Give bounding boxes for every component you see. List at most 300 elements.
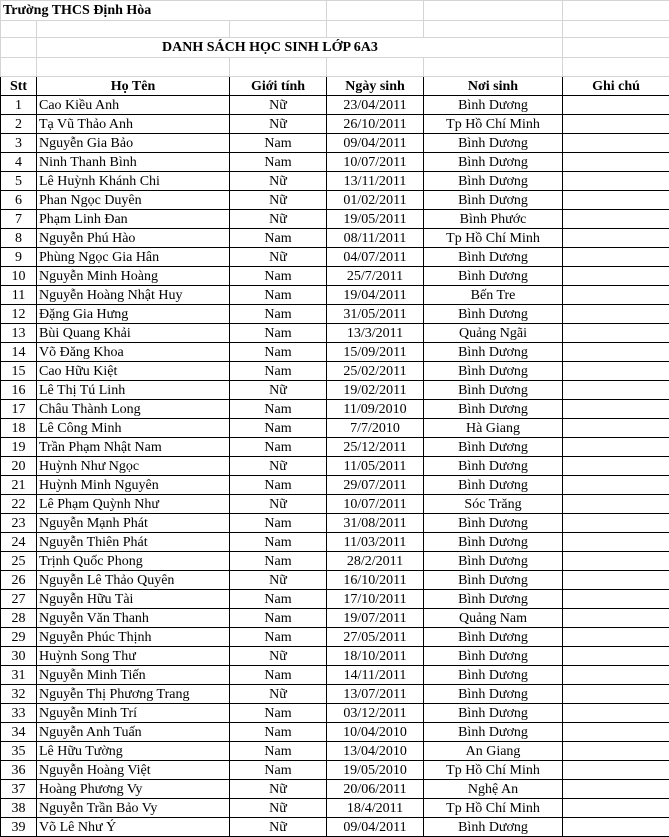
cell-gender[interactable]: Nam: [230, 723, 327, 742]
cell[interactable]: [327, 21, 424, 38]
cell-name[interactable]: Nguyễn Thị Phương Trang: [37, 685, 230, 704]
cell-pob[interactable]: Bình Dương: [424, 704, 563, 723]
cell-gender[interactable]: Nam: [230, 400, 327, 419]
table-row: [1, 476, 669, 495]
cell-note[interactable]: [563, 191, 669, 210]
cell-name[interactable]: Phạm Linh Đan: [37, 210, 230, 229]
cell-stt[interactable]: 34: [1, 723, 37, 742]
cell-note[interactable]: [563, 590, 669, 609]
cell-pob[interactable]: Bình Dương: [424, 438, 563, 457]
table-row: [1, 514, 669, 533]
cell-pob[interactable]: Bình Dương: [424, 571, 563, 590]
cell-dob[interactable]: 31/08/2011: [327, 514, 424, 533]
cell-note[interactable]: [563, 115, 669, 134]
cell-stt[interactable]: 11: [1, 286, 37, 305]
cell-pob[interactable]: Bình Dương: [424, 723, 563, 742]
table-row: [1, 286, 669, 305]
table-row: [1, 229, 669, 248]
cell-stt[interactable]: 29: [1, 628, 37, 647]
header-dob[interactable]: Ngày sinh: [327, 77, 424, 96]
cell-dob[interactable]: 25/02/2011: [327, 362, 424, 381]
cell-note[interactable]: [563, 533, 669, 552]
cell-name[interactable]: Đặng Gia Hưng: [37, 305, 230, 324]
cell[interactable]: [327, 1, 424, 21]
cell-name[interactable]: Nguyễn Phúc Thịnh: [37, 628, 230, 647]
cell-pob[interactable]: Bình Dương: [424, 191, 563, 210]
cell-name[interactable]: Huỳnh Như Ngọc: [37, 457, 230, 476]
cell-pob[interactable]: Bình Dương: [424, 514, 563, 533]
cell-note[interactable]: [563, 704, 669, 723]
cell-stt[interactable]: 37: [1, 780, 37, 799]
cell-gender[interactable]: Nam: [230, 628, 327, 647]
header-stt[interactable]: Stt: [1, 77, 37, 96]
cell-name[interactable]: Nguyễn Minh Tiến: [37, 666, 230, 685]
school-name[interactable]: Trường THCS Định Hòa: [1, 1, 327, 21]
cell-stt[interactable]: 14: [1, 343, 37, 362]
cell-name[interactable]: Nguyễn Văn Thanh: [37, 609, 230, 628]
cell-stt[interactable]: 16: [1, 381, 37, 400]
cell-name[interactable]: Cao Kiều Anh: [37, 96, 230, 115]
table-row: [1, 704, 669, 723]
cell-gender[interactable]: Nữ: [230, 685, 327, 704]
cell-name[interactable]: Nguyễn Hoàng Việt: [37, 761, 230, 780]
cell-dob[interactable]: 19/05/2010: [327, 761, 424, 780]
cell-pob[interactable]: Bình Dương: [424, 400, 563, 419]
cell-gender[interactable]: Nữ: [230, 818, 327, 837]
cell-dob[interactable]: 13/04/2010: [327, 742, 424, 761]
cell-pob[interactable]: Bình Dương: [424, 590, 563, 609]
table-row: [1, 96, 669, 115]
cell-stt[interactable]: 32: [1, 685, 37, 704]
cell-note[interactable]: [563, 628, 669, 647]
cell-name[interactable]: Huỳnh Minh Nguyên: [37, 476, 230, 495]
table-row: [1, 647, 669, 666]
cell-stt[interactable]: 38: [1, 799, 37, 818]
cell-pob[interactable]: Bình Phước: [424, 210, 563, 229]
cell-pob[interactable]: Bình Dương: [424, 96, 563, 115]
cell-note[interactable]: [563, 134, 669, 153]
cell-dob[interactable]: 17/10/2011: [327, 590, 424, 609]
cell-dob[interactable]: 13/3/2011: [327, 324, 424, 343]
table-row: [1, 210, 669, 229]
table-row: [1, 590, 669, 609]
cell-note[interactable]: [563, 761, 669, 780]
table-row: [1, 134, 669, 153]
cell-pob[interactable]: Bình Dương: [424, 533, 563, 552]
cell-stt[interactable]: 17: [1, 400, 37, 419]
cell-stt[interactable]: 31: [1, 666, 37, 685]
cell-note[interactable]: [563, 514, 669, 533]
cell-note[interactable]: [563, 571, 669, 590]
cell-gender[interactable]: Nữ: [230, 210, 327, 229]
cell-dob[interactable]: 19/07/2011: [327, 609, 424, 628]
cell-name[interactable]: Lê Hữu Tường: [37, 742, 230, 761]
cell-pob[interactable]: Bình Dương: [424, 153, 563, 172]
table-row: [1, 761, 669, 780]
cell-pob[interactable]: An Giang: [424, 742, 563, 761]
cell-name[interactable]: Trần Phạm Nhật Nam: [37, 438, 230, 457]
cell-pob[interactable]: Sóc Trăng: [424, 495, 563, 514]
cell-gender[interactable]: Nữ: [230, 647, 327, 666]
header-gender[interactable]: Giới tính: [230, 77, 327, 96]
cell-pob[interactable]: Tp Hồ Chí Minh: [424, 761, 563, 780]
cell-note[interactable]: [563, 780, 669, 799]
table-row: [1, 400, 669, 419]
cell-gender[interactable]: Nữ: [230, 571, 327, 590]
cell-dob[interactable]: 31/05/2011: [327, 305, 424, 324]
cell-pob[interactable]: Bến Tre: [424, 286, 563, 305]
table-row: [1, 723, 669, 742]
cell-pob[interactable]: Nghệ An: [424, 780, 563, 799]
cell[interactable]: [1, 38, 37, 58]
cell-dob[interactable]: 19/05/2011: [327, 210, 424, 229]
cell-stt[interactable]: 24: [1, 533, 37, 552]
cell-gender[interactable]: Nam: [230, 590, 327, 609]
cell-stt[interactable]: 25: [1, 552, 37, 571]
cell-name[interactable]: Võ Đăng Khoa: [37, 343, 230, 362]
cell-gender[interactable]: Nam: [230, 305, 327, 324]
cell-note[interactable]: [563, 457, 669, 476]
cell-stt[interactable]: 28: [1, 609, 37, 628]
table-row: [1, 552, 669, 571]
cell-name[interactable]: Nguyễn Gia Bảo: [37, 134, 230, 153]
cell-pob[interactable]: Bình Dương: [424, 628, 563, 647]
cell-note[interactable]: [563, 647, 669, 666]
cell-note[interactable]: [563, 666, 669, 685]
cell-stt[interactable]: 10: [1, 267, 37, 286]
cell-note[interactable]: [563, 723, 669, 742]
cell-dob[interactable]: 09/04/2011: [327, 134, 424, 153]
title-text: DANH SÁCH HỌC SINH LỚP 6A3: [162, 40, 378, 55]
cell-dob[interactable]: 03/12/2011: [327, 704, 424, 723]
cell-gender[interactable]: Nam: [230, 134, 327, 153]
table-row: [1, 571, 669, 590]
cell-stt[interactable]: 2: [1, 115, 37, 134]
cell-note[interactable]: [563, 248, 669, 267]
cell-dob[interactable]: 11/03/2011: [327, 533, 424, 552]
cell-note[interactable]: [563, 362, 669, 381]
table-row: [1, 172, 669, 191]
cell[interactable]: [424, 21, 563, 38]
table-row: [1, 419, 669, 438]
cell-dob[interactable]: 28/2/2011: [327, 552, 424, 571]
cell-note[interactable]: [563, 476, 669, 495]
cell-stt[interactable]: 13: [1, 324, 37, 343]
cell-name[interactable]: Trịnh Quốc Phong: [37, 552, 230, 571]
cell[interactable]: [563, 1, 669, 21]
cell-stt[interactable]: 3: [1, 134, 37, 153]
cell[interactable]: [37, 58, 230, 77]
cell-dob[interactable]: 15/09/2011: [327, 343, 424, 362]
cell-note[interactable]: [563, 685, 669, 704]
cell-stt[interactable]: 4: [1, 153, 37, 172]
table-row: [1, 362, 669, 381]
cell-gender[interactable]: Nữ: [230, 381, 327, 400]
cell-note[interactable]: [563, 552, 669, 571]
cell-dob[interactable]: 7/7/2010: [327, 419, 424, 438]
cell-name[interactable]: Ninh Thanh Bình: [37, 153, 230, 172]
cell[interactable]: [230, 21, 327, 38]
cell-note[interactable]: [563, 153, 669, 172]
cell-name[interactable]: Tạ Vũ Thảo Anh: [37, 115, 230, 134]
cell-pob[interactable]: Bình Dương: [424, 457, 563, 476]
cell-gender[interactable]: Nữ: [230, 172, 327, 191]
cell-name[interactable]: Võ Lê Như Ý: [37, 818, 230, 837]
table-row: [1, 267, 669, 286]
table-row: [1, 495, 669, 514]
cell-gender[interactable]: Nữ: [230, 495, 327, 514]
cell-stt[interactable]: 20: [1, 457, 37, 476]
cell-name[interactable]: Huỳnh Song Thư: [37, 647, 230, 666]
cell-name[interactable]: Cao Hữu Kiệt: [37, 362, 230, 381]
cell-dob[interactable]: 16/10/2011: [327, 571, 424, 590]
cell-stt[interactable]: 1: [1, 96, 37, 115]
cell-gender[interactable]: Nữ: [230, 191, 327, 210]
cell-stt[interactable]: 23: [1, 514, 37, 533]
cell-name[interactable]: Hoàng Phương Vy: [37, 780, 230, 799]
table-row: [1, 818, 669, 837]
cell-gender[interactable]: Nam: [230, 229, 327, 248]
cell-stt[interactable]: 15: [1, 362, 37, 381]
cell-stt[interactable]: 30: [1, 647, 37, 666]
table-row: [1, 305, 669, 324]
cell-note[interactable]: [563, 818, 669, 837]
cell-name[interactable]: Nguyễn Hoàng Nhật Huy: [37, 286, 230, 305]
cell-name[interactable]: Bùi Quang Khải: [37, 324, 230, 343]
cell-name[interactable]: Nguyễn Minh Trí: [37, 704, 230, 723]
cell-pob[interactable]: Bình Dương: [424, 685, 563, 704]
table-row: [1, 742, 669, 761]
cell-gender[interactable]: Nữ: [230, 799, 327, 818]
cell-name[interactable]: Lê Công Minh: [37, 419, 230, 438]
cell-name[interactable]: Lê Huỳnh Khánh Chi: [37, 172, 230, 191]
table-row: [1, 457, 669, 476]
cell-gender[interactable]: Nam: [230, 514, 327, 533]
cell-note[interactable]: [563, 286, 669, 305]
cell-name[interactable]: Lê Thị Tú Linh: [37, 381, 230, 400]
cell-stt[interactable]: 33: [1, 704, 37, 723]
header-pob[interactable]: Nơi sinh: [424, 77, 563, 96]
cell-gender[interactable]: Nam: [230, 324, 327, 343]
header-note[interactable]: Ghi chú: [563, 77, 669, 96]
cell-note[interactable]: [563, 495, 669, 514]
cell-stt[interactable]: 27: [1, 590, 37, 609]
table-row: [1, 248, 669, 267]
table-row: [1, 780, 669, 799]
cell-gender[interactable]: Nam: [230, 761, 327, 780]
table-row: [1, 685, 669, 704]
cell-gender[interactable]: Nam: [230, 704, 327, 723]
table-row: [1, 666, 669, 685]
table-row: [1, 609, 669, 628]
cell-stt[interactable]: 9: [1, 248, 37, 267]
cell-gender[interactable]: Nữ: [230, 457, 327, 476]
cell-pob[interactable]: Tp Hồ Chí Minh: [424, 115, 563, 134]
cell-pob[interactable]: Hà Giang: [424, 419, 563, 438]
cell-stt[interactable]: 12: [1, 305, 37, 324]
cell[interactable]: [327, 58, 424, 77]
cell-gender[interactable]: Nam: [230, 286, 327, 305]
cell-pob[interactable]: Bình Dương: [424, 476, 563, 495]
cell-dob[interactable]: 23/04/2011: [327, 96, 424, 115]
cell[interactable]: [1, 21, 37, 38]
cell-dob[interactable]: 18/10/2011: [327, 647, 424, 666]
cell-name[interactable]: Nguyễn Anh Tuấn: [37, 723, 230, 742]
cell-dob[interactable]: 09/04/2011: [327, 818, 424, 837]
cell-dob[interactable]: 13/07/2011: [327, 685, 424, 704]
cell-gender[interactable]: Nam: [230, 343, 327, 362]
header-name[interactable]: Họ Tên: [37, 77, 230, 96]
cell-gender[interactable]: Nam: [230, 438, 327, 457]
cell-name[interactable]: Nguyễn Mạnh Phát: [37, 514, 230, 533]
header-row: [1, 77, 669, 96]
cell-pob[interactable]: Bình Dương: [424, 818, 563, 837]
cell-note[interactable]: [563, 400, 669, 419]
table-row: [1, 381, 669, 400]
cell-name[interactable]: Nguyễn Lê Thảo Quyên: [37, 571, 230, 590]
cell-pob[interactable]: Tp Hồ Chí Minh: [424, 799, 563, 818]
cell-dob[interactable]: 20/06/2011: [327, 780, 424, 799]
cell-dob[interactable]: 10/07/2011: [327, 153, 424, 172]
cell-stt[interactable]: 39: [1, 818, 37, 837]
cell-stt[interactable]: 35: [1, 742, 37, 761]
table-row: [1, 628, 669, 647]
cell-stt[interactable]: 19: [1, 438, 37, 457]
cell-dob[interactable]: 10/04/2010: [327, 723, 424, 742]
cell[interactable]: [230, 58, 327, 77]
cell-gender[interactable]: Nam: [230, 362, 327, 381]
table-row: [1, 799, 669, 818]
cell-dob[interactable]: 19/04/2011: [327, 286, 424, 305]
cell-note[interactable]: [563, 609, 669, 628]
cell-name[interactable]: Châu Thành Long: [37, 400, 230, 419]
cell-pob[interactable]: Bình Dương: [424, 305, 563, 324]
cell-stt[interactable]: 22: [1, 495, 37, 514]
cell-stt[interactable]: 5: [1, 172, 37, 191]
cell-gender[interactable]: Nam: [230, 476, 327, 495]
cell-pob[interactable]: Quảng Nam: [424, 609, 563, 628]
cell-pob[interactable]: Bình Dương: [424, 248, 563, 267]
cell-name[interactable]: Lê Phạm Quỳnh Như: [37, 495, 230, 514]
cell-name[interactable]: Nguyễn Minh Hoàng: [37, 267, 230, 286]
cell-gender[interactable]: Nữ: [230, 780, 327, 799]
cell[interactable]: [563, 58, 669, 77]
cell-gender[interactable]: Nam: [230, 267, 327, 286]
cell-note[interactable]: [563, 267, 669, 286]
cell-gender[interactable]: Nữ: [230, 248, 327, 267]
cell-note[interactable]: [563, 799, 669, 818]
cell-note[interactable]: [563, 419, 669, 438]
cell-name[interactable]: Nguyễn Phú Hào: [37, 229, 230, 248]
table-row: [1, 191, 669, 210]
cell-gender[interactable]: Nam: [230, 552, 327, 571]
cell-note[interactable]: [563, 324, 669, 343]
cell-note[interactable]: [563, 210, 669, 229]
cell-pob[interactable]: Bình Dương: [424, 172, 563, 191]
cell-dob[interactable]: 27/05/2011: [327, 628, 424, 647]
cell-note[interactable]: [563, 438, 669, 457]
cell[interactable]: [424, 58, 563, 77]
cell-gender[interactable]: Nam: [230, 533, 327, 552]
cell-gender[interactable]: Nam: [230, 742, 327, 761]
cell-dob[interactable]: 04/07/2011: [327, 248, 424, 267]
table-row: [1, 533, 669, 552]
cell-dob[interactable]: 13/11/2011: [327, 172, 424, 191]
cell-dob[interactable]: 14/11/2011: [327, 666, 424, 685]
cell-note[interactable]: [563, 381, 669, 400]
cell-name[interactable]: Nguyễn Trần Bảo Vy: [37, 799, 230, 818]
cell[interactable]: [37, 21, 230, 38]
table-row: [1, 115, 669, 134]
cell-stt[interactable]: 21: [1, 476, 37, 495]
cell-note[interactable]: [563, 305, 669, 324]
cell-gender[interactable]: Nữ: [230, 115, 327, 134]
cell-pob[interactable]: Quảng Ngãi: [424, 324, 563, 343]
cell-dob[interactable]: 29/07/2011: [327, 476, 424, 495]
cell-note[interactable]: [563, 229, 669, 248]
cell-pob[interactable]: Bình Dương: [424, 267, 563, 286]
cell-name[interactable]: Nguyễn Thiên Phát: [37, 533, 230, 552]
cell-gender[interactable]: Nam: [230, 419, 327, 438]
cell-stt[interactable]: 8: [1, 229, 37, 248]
cell-gender[interactable]: Nam: [230, 609, 327, 628]
cell[interactable]: [1, 58, 37, 77]
cell-note[interactable]: [563, 96, 669, 115]
cell-pob[interactable]: Bình Dương: [424, 552, 563, 571]
cell-dob[interactable]: 25/7/2011: [327, 267, 424, 286]
cell-pob[interactable]: Bình Dương: [424, 666, 563, 685]
cell-dob[interactable]: 10/07/2011: [327, 495, 424, 514]
cell-dob[interactable]: 11/09/2010: [327, 400, 424, 419]
cell-stt[interactable]: 36: [1, 761, 37, 780]
cell-note[interactable]: [563, 172, 669, 191]
cell-dob[interactable]: 01/02/2011: [327, 191, 424, 210]
cell-pob[interactable]: Tp Hồ Chí Minh: [424, 229, 563, 248]
cell-pob[interactable]: Bình Dương: [424, 647, 563, 666]
cell-name[interactable]: Nguyễn Hữu Tài: [37, 590, 230, 609]
cell-dob[interactable]: 25/12/2011: [327, 438, 424, 457]
table-row: [1, 324, 669, 343]
cell-note[interactable]: [563, 742, 669, 761]
page-title[interactable]: [37, 38, 563, 58]
cell-name[interactable]: Phan Ngọc Duyên: [37, 191, 230, 210]
cell-stt[interactable]: 18: [1, 419, 37, 438]
table-row: [1, 153, 669, 172]
cell[interactable]: [424, 1, 563, 21]
cell-stt[interactable]: 26: [1, 571, 37, 590]
cell-stt[interactable]: 6: [1, 191, 37, 210]
cell[interactable]: [563, 38, 669, 58]
cell-name[interactable]: Phùng Ngọc Gia Hân: [37, 248, 230, 267]
cell-dob[interactable]: 19/02/2011: [327, 381, 424, 400]
cell-dob[interactable]: 08/11/2011: [327, 229, 424, 248]
cell-dob[interactable]: 26/10/2011: [327, 115, 424, 134]
cell[interactable]: [563, 21, 669, 38]
cell-pob[interactable]: Bình Dương: [424, 381, 563, 400]
cell-dob[interactable]: 11/05/2011: [327, 457, 424, 476]
cell-dob[interactable]: 18/4/2011: [327, 799, 424, 818]
cell-pob[interactable]: Bình Dương: [424, 362, 563, 381]
table-row: [1, 438, 669, 457]
cell-pob[interactable]: Bình Dương: [424, 343, 563, 362]
cell-pob[interactable]: Bình Dương: [424, 134, 563, 153]
cell-note[interactable]: [563, 343, 669, 362]
table-row: [1, 343, 669, 362]
cell-stt[interactable]: 7: [1, 210, 37, 229]
cell-gender[interactable]: Nữ: [230, 96, 327, 115]
cell-gender[interactable]: Nam: [230, 153, 327, 172]
cell-gender[interactable]: Nam: [230, 666, 327, 685]
